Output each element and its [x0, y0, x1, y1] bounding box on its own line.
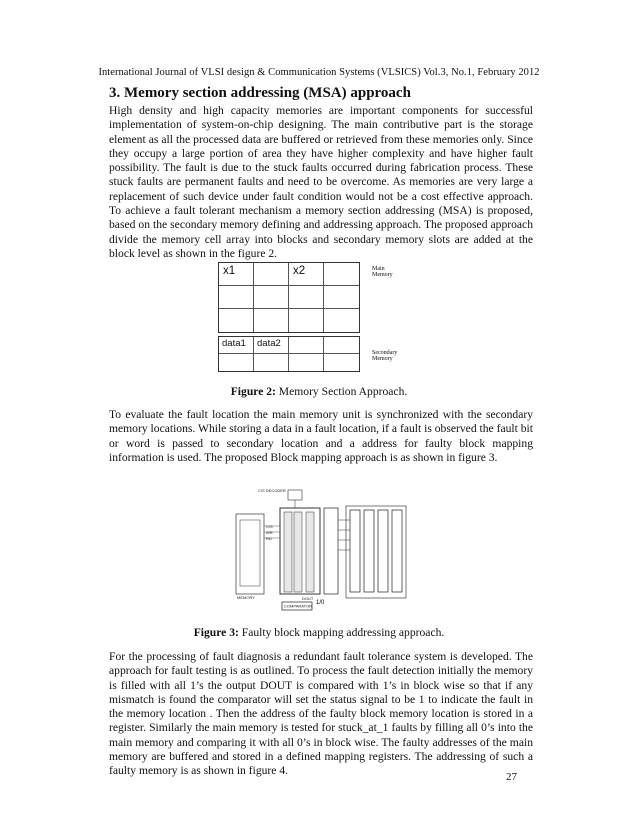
paragraph-evaluation: To evaluate the fault location the main memory unit is synchronized with the secondary memory locations. While storing a data in a fault location, if a fault is observed the fault bit or word is passed to secondary location and a address for faulty block mapping information is used. The proposed Block mapping approach is as shown in figure 3. — [109, 408, 533, 464]
cs-label: C/S — [266, 524, 273, 529]
main-cell — [324, 286, 359, 309]
main-cell — [254, 286, 289, 309]
main-cell — [219, 286, 254, 309]
figure-3-block-diagram — [230, 486, 420, 616]
main-cell: x1 — [219, 263, 254, 286]
main-cell — [324, 309, 359, 332]
comparator-label: COMPARATOR — [284, 603, 313, 609]
main-cell — [324, 263, 359, 286]
journal-header: International Journal of VLSI design & Communication Systems (VLSICS) Vol.3, No.1, February 2012 — [98, 67, 540, 78]
secondary-cell — [324, 337, 359, 354]
secondary-cell — [254, 354, 289, 371]
memory-label: MEMORY — [237, 595, 255, 600]
section-title: 3. Memory section addressing (MSA) approach — [109, 85, 411, 101]
secondary-cell — [324, 354, 359, 371]
secondary-cell — [219, 354, 254, 371]
main-cell — [254, 309, 289, 332]
secondary-cell — [289, 354, 324, 371]
paragraph-intro: High density and high capacity memories are important components for successful implementation of system-on-chip designing. The main contributive part is the storage element as all the processed data are buffered or retrieved from these memories only. Since they occupy a large portion of area they have higher complexity and have higher fault possibility. The fault is due to the stuck faults occurred during fabrication process. These stuck faults are permanent faults and need to be overcome. As memories are very large a replacement of such device under fault condition would not be a cost effective approach. To achieve a fault tolerant mechanism a memory section addressing (MSA) is proposed, based on the secondary memory defining and addressing approach. The proposed approach divide the memory cell array into blocks and secondary memory slots are added at the block level as shown in the figure 2. — [109, 104, 533, 260]
figure-2-caption-label: Figure 2: — [230, 385, 276, 398]
page-number: 27 — [506, 771, 517, 783]
main-memory-label: Main Memory — [372, 266, 393, 278]
main-cell — [254, 263, 289, 286]
decoder-block — [288, 490, 302, 500]
figure-3-caption-label: Figure 3: — [193, 626, 239, 639]
paragraph-fault-diagnosis: For the processing of fault diagnosis a redundant fault tolerance system is developed. The approach for fault testing is as outlined. To process the fault detection initially the memory is filled with all 1’s the output DOUT is compared with 1’s in block wise so that if any mismatch is found the comparator will set the status signal to be 1 to indicate the fault in the memory location . Then the address of the faulty block memory location is stored in a register. Similarly the main memory is tested for stuck_at_1 faults by filling all 0’s into the main memory and comparing it with all 0’s in block wise. The faulty addresses of the main memory are buffered and stored in a defined mapping registers. The addressing of such a faulty memory is as shown in figure 4. — [109, 650, 533, 778]
main-cell: x2 — [289, 263, 324, 286]
main-memory-grid — [218, 262, 360, 333]
secondary-cell: data1 — [219, 337, 254, 354]
decoder-label: C/S DECODER — [258, 488, 286, 493]
secondary-cell — [289, 337, 324, 354]
figure-3-caption — [0, 626, 638, 639]
rd-label: RD — [266, 536, 272, 541]
main-cell — [219, 309, 254, 332]
figure-2-caption-text: Memory Section Approach. — [275, 385, 408, 398]
dout-label: DOUT — [302, 596, 314, 601]
figure-3-caption-text: Faulty block mapping addressing approach. — [238, 626, 445, 639]
secondary-memory-grid — [218, 336, 360, 372]
secondary-memory-label: Secondary Memory — [372, 350, 398, 362]
main-cell — [289, 309, 324, 332]
secondary-cell: data2 — [254, 337, 289, 354]
io-label: 1/0 — [316, 600, 325, 606]
figure-2-caption — [0, 385, 638, 398]
wr-label: WR — [266, 530, 273, 535]
main-cell — [289, 286, 324, 309]
